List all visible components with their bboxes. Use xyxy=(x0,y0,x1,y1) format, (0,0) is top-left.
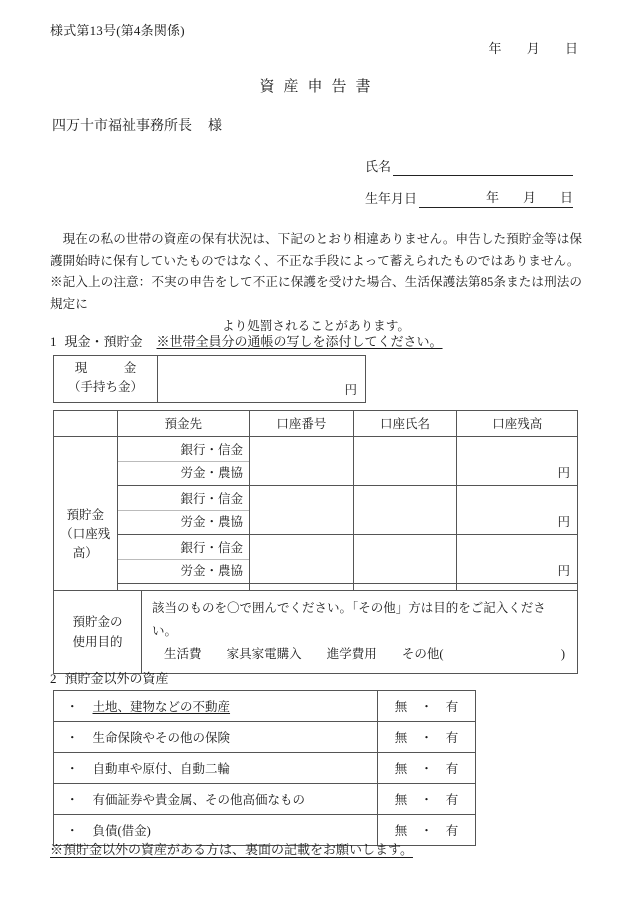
deposit-balance-unit: 円 xyxy=(557,564,570,578)
deposit-bank-line1: 銀行・信金 xyxy=(118,488,250,511)
deposit-row-label-line3: 高） xyxy=(72,545,98,560)
asset-item-label: 負債(借金) xyxy=(92,824,151,838)
bullet-icon: ・ xyxy=(66,793,79,807)
form-number: 様式第13号(第4条関係) xyxy=(50,23,185,38)
cash-label-line1: 現 金 xyxy=(74,361,149,375)
deposit-account-holder-input[interactable] xyxy=(353,535,457,584)
deposit-balance-unit: 円 xyxy=(557,515,570,529)
purpose-instruction: 該当のものを〇で囲んでください。「その他」方は目的をご記入ください。 xyxy=(152,601,546,639)
asset-choice-yes[interactable]: 有 xyxy=(445,762,459,776)
asset-item-label: 土地、建物などの不動産 xyxy=(92,700,231,714)
cash-label-cell xyxy=(54,356,158,403)
birthdate-field-row xyxy=(365,188,573,208)
purpose-label-cell xyxy=(54,591,142,674)
purpose-option-furniture[interactable]: 家具家電購入 xyxy=(226,647,302,662)
section-1-number: 1 xyxy=(50,334,57,349)
asset-item-label: 有価証券や貴金属、その他高価なもの xyxy=(92,793,306,807)
deposit-account-number-input[interactable] xyxy=(250,437,354,486)
purpose-body-cell xyxy=(142,591,578,674)
addressee-name: 四万十市福祉事務所長 xyxy=(52,119,192,134)
asset-choice-no[interactable]: 無 xyxy=(394,731,408,745)
purpose-option-other-close: ) xyxy=(560,647,565,662)
addressee-honorific: 様 xyxy=(208,119,222,134)
asset-choice-separator: ・ xyxy=(420,700,433,714)
table-row xyxy=(54,591,578,674)
asset-item-label: 自動車や原付、自動二輪 xyxy=(92,762,231,776)
table-row xyxy=(54,356,366,403)
table-row xyxy=(54,486,578,535)
deposit-header-account-holder: 口座氏名 xyxy=(353,411,457,437)
purpose-option-other-label[interactable]: その他( xyxy=(401,647,444,662)
table-row xyxy=(54,784,476,815)
purpose-label-line1: 預貯金の xyxy=(72,614,123,629)
asset-choice-separator: ・ xyxy=(420,824,433,838)
deposit-bank-line1: 銀行・信金 xyxy=(118,439,250,462)
deposit-header-bank: 預金先 xyxy=(117,411,250,437)
deposit-bank-line1: 銀行・信金 xyxy=(118,537,250,560)
bullet-icon: ・ xyxy=(66,824,79,838)
cash-table xyxy=(53,355,366,403)
deposit-account-holder-input[interactable] xyxy=(353,486,457,535)
deposit-account-holder-input[interactable] xyxy=(353,437,457,486)
deposit-row-label-line1: 預貯金 xyxy=(66,508,104,523)
name-field-label: 氏名 xyxy=(365,159,392,174)
header-date-year: 年 xyxy=(488,41,502,56)
asset-choice-yes[interactable]: 有 xyxy=(445,700,459,714)
asset-choice-cell[interactable] xyxy=(378,691,476,722)
section-1-heading xyxy=(50,331,443,350)
purpose-label-line2: 使用目的 xyxy=(72,634,123,649)
cash-label-line2: （手持ち金） xyxy=(67,380,143,395)
asset-choice-cell[interactable] xyxy=(378,784,476,815)
name-input[interactable] xyxy=(393,160,573,176)
bullet-icon: ・ xyxy=(66,731,79,745)
asset-choice-separator: ・ xyxy=(420,762,433,776)
asset-choice-separator: ・ xyxy=(420,793,433,807)
deposit-header-account-number: 口座番号 xyxy=(250,411,354,437)
asset-choice-cell[interactable] xyxy=(378,753,476,784)
asset-item-cell xyxy=(54,691,378,722)
birthdate-field-label: 生年月日 xyxy=(365,191,418,206)
asset-choice-yes[interactable]: 有 xyxy=(445,731,459,745)
header-date-month: 月 xyxy=(526,41,540,56)
deposit-header-balance: 口座残高 xyxy=(457,411,578,437)
cash-amount-input[interactable] xyxy=(158,356,366,403)
deposit-account-number-input[interactable] xyxy=(250,535,354,584)
asset-choice-no[interactable]: 無 xyxy=(394,824,408,838)
birthdate-ymd xyxy=(419,187,573,206)
table-row xyxy=(54,535,578,584)
declaration-text xyxy=(50,229,582,337)
asset-choice-yes[interactable]: 有 xyxy=(445,824,459,838)
deposit-bank-cell[interactable] xyxy=(117,535,250,584)
deposit-bank-line2: 労金・農協 xyxy=(180,563,244,578)
bullet-icon: ・ xyxy=(66,762,79,776)
section-1-title: 現金・預貯金 xyxy=(64,334,143,349)
asset-item-cell xyxy=(54,753,378,784)
deposit-balance-input[interactable] xyxy=(457,486,578,535)
deposit-bank-cell[interactable] xyxy=(117,437,250,486)
table-row xyxy=(54,722,476,753)
purpose-option-education[interactable]: 進学費用 xyxy=(326,647,377,662)
asset-item-cell xyxy=(54,784,378,815)
asset-item-label: 生命保険やその他の保険 xyxy=(92,731,231,745)
birthdate-day: 日 xyxy=(559,190,573,205)
table-row xyxy=(54,753,476,784)
deposit-balance-unit: 円 xyxy=(557,466,570,480)
section-2-number: 2 xyxy=(50,671,57,686)
deposit-table-header-row xyxy=(54,411,578,437)
deposit-bank-cell[interactable] xyxy=(117,486,250,535)
section-1-note: ※世帯全員分の通帳の写しを添付してください。 xyxy=(156,334,443,349)
footer-note: ※預貯金以外の資産がある方は、裏面の記載をお願いします。 xyxy=(50,842,413,857)
asset-choice-yes[interactable]: 有 xyxy=(445,793,459,807)
deposit-bank-line2: 労金・農協 xyxy=(180,465,244,480)
table-row xyxy=(54,437,578,486)
bullet-icon: ・ xyxy=(66,700,79,714)
asset-choice-cell[interactable] xyxy=(378,722,476,753)
birthdate-year: 年 xyxy=(485,190,499,205)
declaration-paragraph-2: ※記入上の注意：不実の申告をして不正に保護を受けた場合、生活保護法第85条または刑法の規定に xyxy=(50,275,583,311)
deposit-bank-line2: 労金・農協 xyxy=(180,514,244,529)
asset-choice-no[interactable]: 無 xyxy=(394,762,408,776)
asset-choice-no[interactable]: 無 xyxy=(394,793,408,807)
deposit-row-label-line2: （口座残 xyxy=(60,527,111,542)
purpose-options xyxy=(152,643,567,666)
section-2-heading xyxy=(50,668,169,687)
birthdate-input[interactable] xyxy=(419,192,573,208)
deposit-balance-input[interactable] xyxy=(457,437,578,486)
deposit-account-number-input[interactable] xyxy=(250,486,354,535)
deposit-balance-input[interactable] xyxy=(457,535,578,584)
section-2-title: 預貯金以外の資産 xyxy=(64,671,169,686)
purpose-table xyxy=(53,590,578,674)
page-title: 資産申告書 xyxy=(259,79,380,95)
header-date-line xyxy=(488,38,578,57)
birthdate-month: 月 xyxy=(522,190,536,205)
asset-item-cell xyxy=(54,722,378,753)
addressee-line xyxy=(52,115,222,135)
deposit-header-blank xyxy=(54,411,118,437)
table-row xyxy=(54,691,476,722)
asset-choice-no[interactable]: 無 xyxy=(394,700,408,714)
assets-table xyxy=(53,690,476,846)
declaration-paragraph-3: より処罰されることがあります。 xyxy=(222,318,410,333)
asset-choice-separator: ・ xyxy=(420,731,433,745)
declaration-paragraph-1: 現在の私の世帯の資産の保有状況は、下記のとおり相違ありません。申告した預貯金等は保護開始時に保有していたものではなく、不正な手段によって蓄えられたものではありません。 xyxy=(50,232,582,268)
cash-amount-unit: 円 xyxy=(344,382,357,397)
header-date-day: 日 xyxy=(564,41,578,56)
purpose-option-living[interactable]: 生活費 xyxy=(164,647,202,662)
name-field-row xyxy=(365,156,573,176)
